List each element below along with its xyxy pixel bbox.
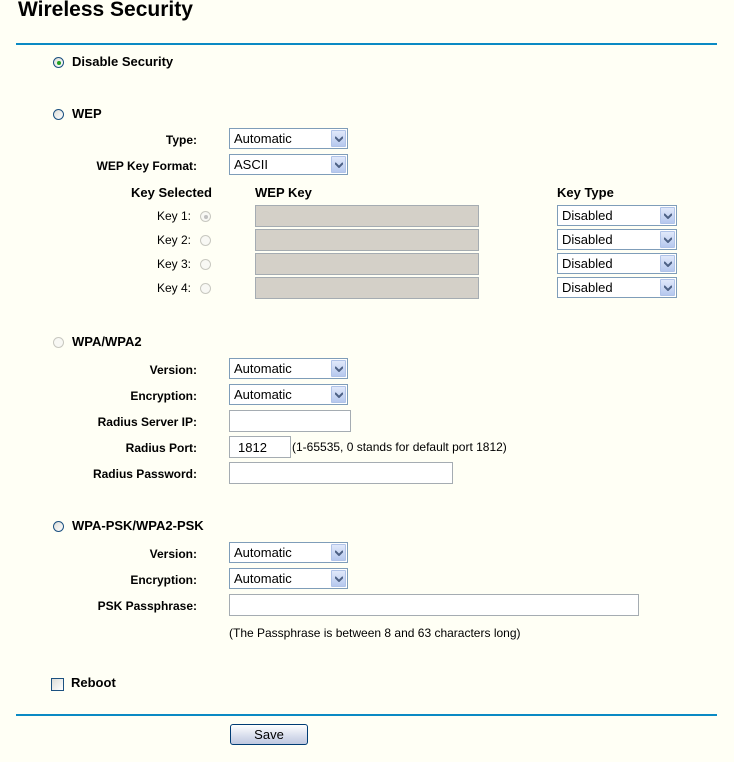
wep-radio[interactable] <box>53 109 64 120</box>
select-value: Automatic <box>234 571 292 586</box>
chevron-down-icon[interactable] <box>331 360 346 377</box>
radio-selected-dot <box>57 61 61 65</box>
select-value: Automatic <box>234 387 292 402</box>
col-key-selected: Key Selected <box>131 185 212 200</box>
wep-type-select[interactable] <box>229 128 348 149</box>
radius-password-input[interactable] <box>229 462 453 484</box>
radius-ip-input[interactable] <box>229 410 351 432</box>
key-3-type-select[interactable] <box>557 253 677 274</box>
key-4-label: Key 4: <box>156 281 191 295</box>
key-1-type-select[interactable] <box>557 205 677 226</box>
select-value: Disabled <box>562 208 613 223</box>
psk-passphrase-hint: (The Passphrase is between 8 and 63 characters long) <box>229 626 521 640</box>
radio-selected-dot <box>204 215 208 219</box>
key-4-radio[interactable] <box>200 283 211 294</box>
psk-version-select[interactable] <box>229 542 348 563</box>
wpa-label: WPA/WPA2 <box>72 334 142 349</box>
wpa-psk-label: WPA-PSK/WPA2-PSK <box>72 518 204 533</box>
key-1-label: Key 1: <box>156 209 191 223</box>
wep-label: WEP <box>72 106 102 121</box>
chevron-down-icon[interactable] <box>660 231 675 248</box>
wpa-psk-radio[interactable] <box>53 521 64 532</box>
wep-key-format-select[interactable] <box>229 154 348 175</box>
key-2-type-select[interactable] <box>557 229 677 250</box>
wpa-version-label: Version: <box>149 363 197 377</box>
key-2-input[interactable] <box>255 229 479 251</box>
wep-type-label: Type: <box>165 133 197 147</box>
key-1-radio[interactable] <box>200 211 211 222</box>
wep-key-format-label: WEP Key Format: <box>96 159 197 173</box>
select-value: Automatic <box>234 545 292 560</box>
chevron-down-icon[interactable] <box>331 386 346 403</box>
page-title: Wireless Security <box>18 0 193 21</box>
radius-port-input[interactable] <box>229 436 291 458</box>
psk-passphrase-input[interactable] <box>229 594 639 616</box>
wpa-radio[interactable] <box>53 337 64 348</box>
wpa-encryption-select[interactable] <box>229 384 348 405</box>
psk-version-label: Version: <box>149 547 197 561</box>
col-key-type: Key Type <box>557 185 614 200</box>
chevron-down-icon[interactable] <box>331 130 346 147</box>
select-value: Disabled <box>562 232 613 247</box>
key-3-input[interactable] <box>255 253 479 275</box>
key-1-input[interactable] <box>255 205 479 227</box>
save-button[interactable]: Save <box>230 724 308 745</box>
wpa-version-select[interactable] <box>229 358 348 379</box>
chevron-down-icon[interactable] <box>660 207 675 224</box>
reboot-checkbox[interactable] <box>51 678 64 691</box>
bottom-divider <box>16 714 717 716</box>
wpa-encryption-label: Encryption: <box>130 389 197 403</box>
select-value: ASCII <box>234 157 268 172</box>
radius-ip-label: Radius Server IP: <box>97 415 197 429</box>
radius-password-label: Radius Password: <box>92 467 197 481</box>
key-2-label: Key 2: <box>156 233 191 247</box>
disable-security-radio[interactable] <box>53 57 64 68</box>
radius-port-hint: (1-65535, 0 stands for default port 1812) <box>292 440 507 454</box>
key-4-type-select[interactable] <box>557 277 677 298</box>
chevron-down-icon[interactable] <box>331 156 346 173</box>
key-4-input[interactable] <box>255 277 479 299</box>
chevron-down-icon[interactable] <box>331 570 346 587</box>
key-3-label: Key 3: <box>156 257 191 271</box>
select-value: Automatic <box>234 361 292 376</box>
psk-encryption-label: Encryption: <box>130 573 197 587</box>
chevron-down-icon[interactable] <box>660 279 675 296</box>
key-3-radio[interactable] <box>200 259 211 270</box>
key-2-radio[interactable] <box>200 235 211 246</box>
top-divider <box>16 43 717 45</box>
psk-encryption-select[interactable] <box>229 568 348 589</box>
radius-port-label: Radius Port: <box>125 441 197 455</box>
chevron-down-icon[interactable] <box>331 544 346 561</box>
select-value: Disabled <box>562 256 613 271</box>
input-value: 1812 <box>238 440 267 455</box>
reboot-label: Reboot <box>71 675 116 690</box>
psk-passphrase-label: PSK Passphrase: <box>97 599 197 613</box>
disable-security-label: Disable Security <box>72 54 174 69</box>
select-value: Automatic <box>234 131 292 146</box>
select-value: Disabled <box>562 280 613 295</box>
chevron-down-icon[interactable] <box>660 255 675 272</box>
col-wep-key: WEP Key <box>255 185 312 200</box>
